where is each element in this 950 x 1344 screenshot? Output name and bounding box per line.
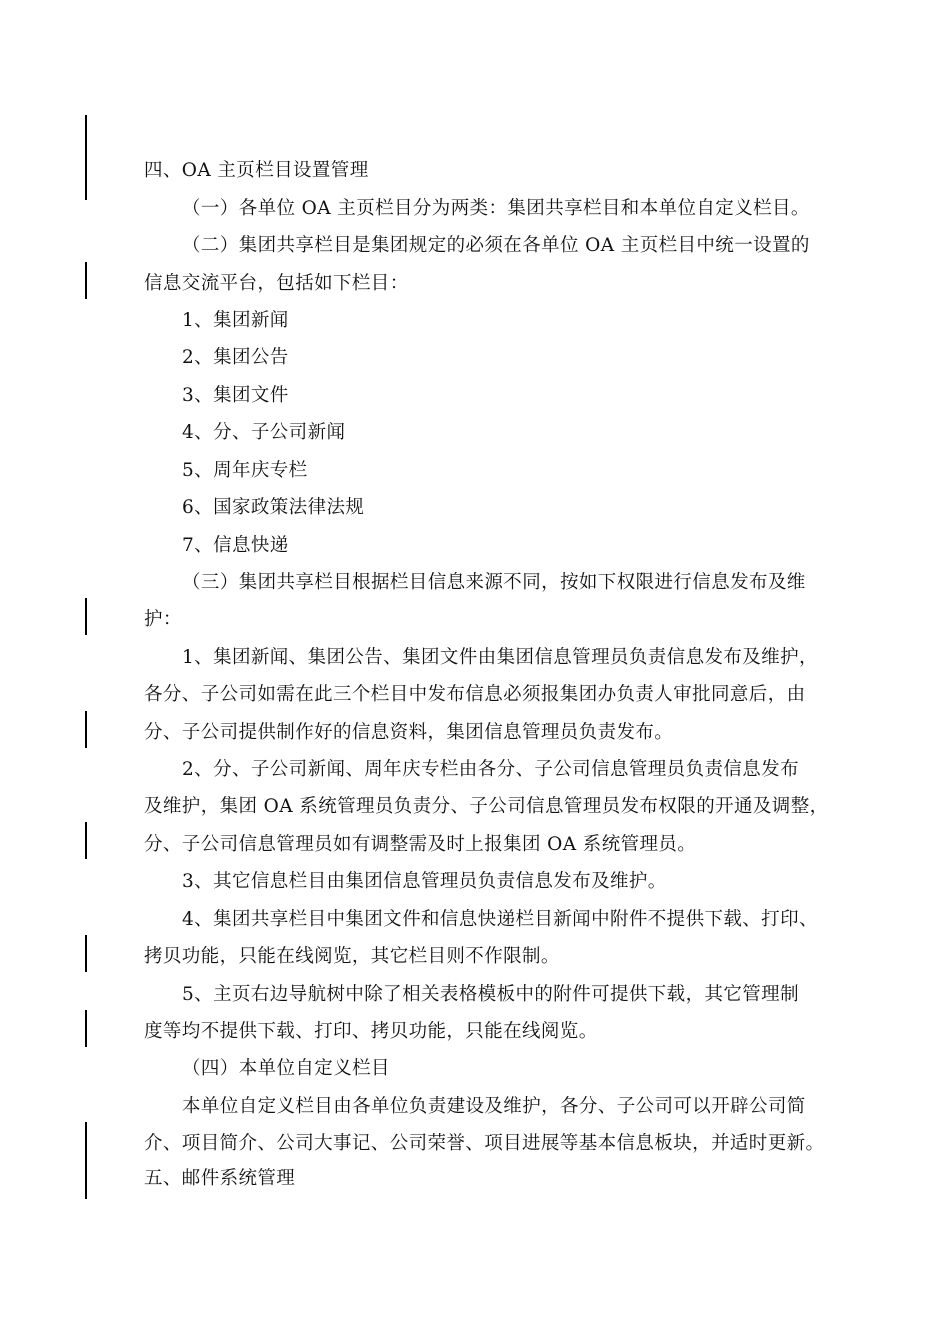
list-item: 1、集团新闻 xyxy=(182,310,289,331)
paragraph-line: （一）各单位 OA 主页栏目分为两类：集团共享栏目和本单位自定义栏目。 xyxy=(182,198,810,219)
paragraph-line: 拷贝功能，只能在线阅览，其它栏目则不作限制。 xyxy=(144,946,560,967)
paragraph-line: 各分、子公司如需在此三个栏目中发布信息必须报集团办负责人审批同意后，由 xyxy=(144,684,806,705)
margin-bar xyxy=(85,115,87,200)
list-item: 2、集团公告 xyxy=(182,347,289,368)
paragraph-line: 及维护，集团 OA 系统管理员负责分、子公司信息管理员发布权限的开通及调整， xyxy=(144,796,829,817)
section-heading: 四、OA 主页栏目设置管理 xyxy=(144,160,369,181)
paragraph-line: （二）集团共享栏目是集团规定的必须在各单位 OA 主页栏目中统一设置的 xyxy=(182,235,810,256)
list-item: 5、周年庆专栏 xyxy=(182,460,308,481)
paragraph-line: 信息交流平台，包括如下栏目： xyxy=(144,273,409,294)
paragraph-line: 分、子公司提供制作好的信息资料，集团信息管理员负责发布。 xyxy=(144,722,674,743)
paragraph-line: 分、子公司信息管理员如有调整需及时上报集团 OA 系统管理员。 xyxy=(144,834,697,855)
margin-bar xyxy=(85,711,87,748)
list-item: 7、信息快递 xyxy=(182,535,289,556)
margin-bar xyxy=(85,935,87,972)
section-heading: 五、邮件系统管理 xyxy=(144,1168,296,1189)
paragraph-line: 2、分、子公司新闻、周年庆专栏由各分、子公司信息管理员负责信息发布 xyxy=(182,759,799,780)
paragraph-line: 介、项目简介、公司大事记、公司荣誉、项目进展等基本信息板块，并适时更新。 xyxy=(144,1133,825,1154)
paragraph-line: 3、其它信息栏目由集团信息管理员负责信息发布及维护。 xyxy=(182,871,667,892)
paragraph-line: 5、主页右边导航树中除了相关表格模板中的附件可提供下载，其它管理制 xyxy=(182,984,799,1005)
paragraph-line: 1、集团新闻、集团公告、集团文件由集团信息管理员负责信息发布及维护， xyxy=(182,647,818,668)
list-item: 3、集团文件 xyxy=(182,385,289,406)
list-item: 4、分、子公司新闻 xyxy=(182,422,346,443)
list-item: 6、国家政策法律法规 xyxy=(182,497,365,518)
margin-bar xyxy=(85,262,87,299)
margin-bar xyxy=(85,598,87,635)
paragraph-line: 度等均不提供下载、打印、拷贝功能，只能在线阅览。 xyxy=(144,1021,598,1042)
paragraph-line: 护： xyxy=(144,609,182,630)
margin-bar xyxy=(85,822,87,859)
subsection-heading: （四）本单位自定义栏目 xyxy=(182,1058,390,1079)
paragraph-line: 4、集团共享栏目中集团文件和信息快递栏目新闻中附件不提供下载、打印、 xyxy=(182,909,818,930)
paragraph-line: 本单位自定义栏目由各单位负责建设及维护，各分、子公司可以开辟公司简 xyxy=(182,1096,806,1117)
margin-bar xyxy=(85,1010,87,1047)
margin-bar xyxy=(85,1122,87,1199)
paragraph-line: （三）集团共享栏目根据栏目信息来源不同，按如下权限进行信息发布及维 xyxy=(182,572,806,593)
